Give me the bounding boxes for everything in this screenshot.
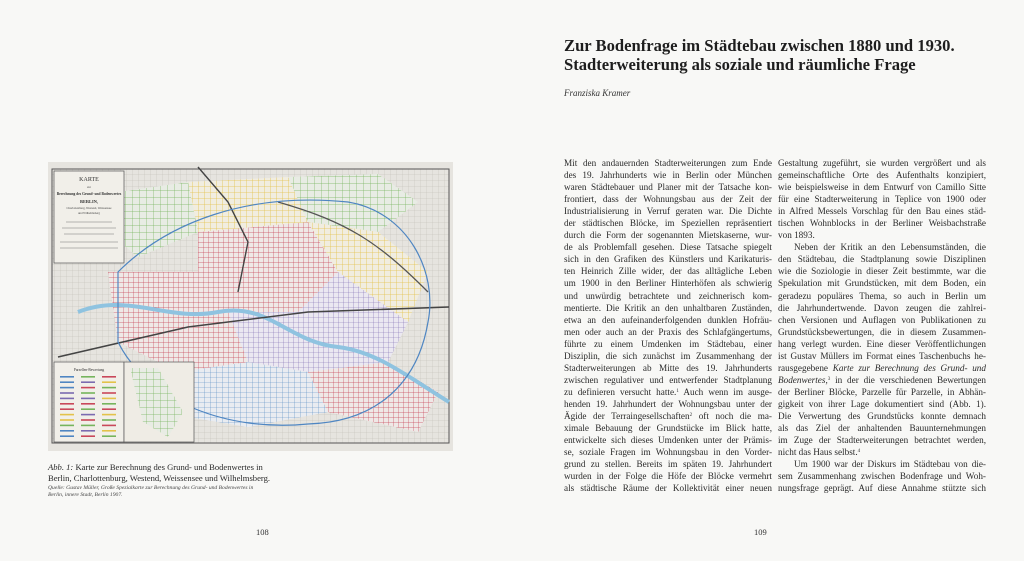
berlin-map-image <box>48 162 453 451</box>
text-line: etwa an den aufeinanderfolgenden dunklen Hofräu- <box>564 314 772 325</box>
text-line: se, soziale Fragen im Wohnungsbau in den Vorder- <box>564 447 772 458</box>
legend-swatch <box>102 430 116 432</box>
legend-swatch <box>102 435 116 437</box>
text-line: Stadterweiterungen ab Mitte des 19. Jahrhunderts <box>564 362 772 373</box>
text-line: grund zu stellen. Bereits im späten 19. Jahrhundert <box>564 459 772 470</box>
legend-swatch <box>60 435 74 437</box>
legend-swatch <box>102 408 116 410</box>
book-title: Karte zur Berechnung des Grund- und <box>832 362 986 373</box>
text-line: des 19. Jahrhunderts wie in Berlin oder München <box>564 170 772 181</box>
text-line: Gestaltung zugeführt, sie wurden vergrößert und als <box>778 158 986 168</box>
text-line: ximale Bebauung der Grundstücke im Blick hatte, <box>564 423 772 434</box>
text-line: von 1893. <box>778 230 815 241</box>
text-line: zwischen regulativer und entwerfender Stadtplanung <box>564 374 772 385</box>
legend-swatch <box>81 376 95 378</box>
legend-swatch <box>60 376 74 378</box>
text-line: nungsfrage geprägt. Auf diese Annahme stützte sich <box>778 483 986 494</box>
text-line: zu definieren versucht hatte.$^1$ Auch wenn im ausge- <box>564 386 772 397</box>
legend-swatch <box>102 392 116 394</box>
text-line: wurden in der Folge die Höfe der Blöcke vermehrt <box>564 471 772 482</box>
text-line: Industrialisierung in Verruf geraten war. Die Dichte <box>564 206 772 217</box>
text-line: gemeinschaftliche Orte des Aufenthalts konzipiert, <box>778 170 986 181</box>
legend-swatch <box>81 398 95 400</box>
text-line: Um 1900 war der Diskurs im Städtebau von die- <box>794 459 986 470</box>
text-column-1 <box>564 157 772 494</box>
author-name: Franziska Kramer <box>564 88 631 98</box>
legend-swatch <box>60 414 74 416</box>
legend-swatch <box>102 419 116 421</box>
legend-swatch <box>81 419 95 421</box>
text-line: sich in den Grafiken des Künstlers und Karikaturis- <box>564 254 772 265</box>
map-legend-title: Parzellen-Bewertung <box>73 368 105 372</box>
legend-swatch <box>60 403 74 405</box>
legend-swatch <box>102 425 116 427</box>
text-line: mentierte. Die Kritik an den unhaltbaren Zuständen, <box>564 302 772 313</box>
text-line: de als Problemfall gesehen. Diese Tatsache spiegelt <box>564 242 772 253</box>
map-title-text: BERLIN, <box>80 199 98 204</box>
text-line: frontiert, dass der Wohnungsbau aus der Zeit der <box>564 194 772 205</box>
footnote-ref[interactable]: 2 <box>689 412 693 418</box>
text-line: chen Versionen und Auflagen von Publikationen zu <box>778 314 986 325</box>
text-line: im Zuge der Stadterweiterungen betrachtet werden, <box>778 435 986 446</box>
footnote-ref[interactable]: 4 <box>857 449 861 455</box>
legend-swatch <box>81 425 95 427</box>
legend-swatch <box>81 408 95 410</box>
page-number-left: 108 <box>256 527 269 537</box>
legend-swatch <box>81 403 95 405</box>
legend-swatch <box>81 435 95 437</box>
text-line: wie beispielsweise in dem Entwurf von Camillo Sitte <box>778 182 986 193</box>
map-illustration <box>48 162 453 451</box>
text-line: und unwürdig betrachtete und zeichnerisch kom- <box>564 290 772 301</box>
footnote-ref[interactable]: 1 <box>676 388 679 394</box>
map-title-text: Berechnung des Grund- und Bodenwertes <box>56 192 122 196</box>
legend-swatch <box>60 387 74 389</box>
legend-swatch <box>60 408 74 410</box>
text-line: gigkeit von ihrer Lage dokumentiert sind (Abb. 1). <box>778 398 986 409</box>
text-line: als städtische Räume der Kollektivität einer neuen <box>564 483 772 494</box>
text-line: entwickelte sich dieses Umdenken unter der Prämis- <box>564 435 772 446</box>
footnote-ref[interactable]: 3 <box>827 376 831 382</box>
map-title-text: und Wilhelmsberg <box>77 211 101 215</box>
map-title-text: KARTE <box>79 177 99 183</box>
legend-swatch <box>81 387 95 389</box>
legend-swatch <box>102 403 116 405</box>
text-line: als das Ziel der anhaltenden Bauunternehmungen <box>778 423 986 434</box>
text-line: sem Zusammenhang zwischen Bodenfrage und Woh- <box>778 471 986 482</box>
page-number-right: 109 <box>754 527 767 537</box>
text-line: rausgegebene Karte zur Berechnung des Grund- und <box>778 362 986 373</box>
caption-label: Abb. 1: <box>48 462 74 472</box>
text-line: der Berliner Blöcke, Parzelle für Parzelle, in Abhän- <box>778 386 986 397</box>
text-line: tischen Wohnblocks in der Berliner Weisbachstraße <box>778 218 986 229</box>
legend-swatch <box>60 392 74 394</box>
caption-source: Quelle: Gustav Müller, Große Spezialkarte zur Berechnung des Grund- und Bodenwertes in Berlin, innere Stadt, Berlin 1907. <box>48 485 254 499</box>
text-line: waren Städtebauer und Planer mit der Tatsache kon- <box>564 182 772 193</box>
text-line: henden 19. Jahrhundert der Wohnungsbau unter der <box>564 398 772 409</box>
text-line: um 1900 in den Berliner Hinterhöfen als schwierig <box>564 278 772 289</box>
text-line: hang verlegt wurden. Eine dieser Veröffentlichungen <box>778 338 986 349</box>
legend-swatch <box>102 414 116 416</box>
map-title-text: Charlottenburg, Westend, Weissensee <box>66 206 112 210</box>
text-line: men oder auch an der Praxis des Schlafgängertums, <box>564 326 772 337</box>
text-column-2 <box>778 157 986 494</box>
text-line: die Jahrhundertwende. Davon zeugen die zahlrei- <box>778 302 986 313</box>
legend-swatch <box>60 419 74 421</box>
text-line: in Alfred Messels Vorschlag für den Bau eines städ- <box>778 206 986 217</box>
map-title-text: zur <box>87 185 91 189</box>
legend-swatch <box>81 381 95 383</box>
text-line: ist Gustav Müllers im Format eines Taschenbuchs he- <box>778 350 986 361</box>
text-line: wie die Soziologie in dieser Zeit bestimmte, war die <box>778 266 986 277</box>
article-title: Zur Bodenfrage im Städtebau zwischen 1880 und 1930. Stadterweiterung als soziale und räumliche Frage <box>564 36 955 74</box>
legend-swatch <box>81 392 95 394</box>
book-title: Bodenwertes, <box>778 374 828 385</box>
caption-text: Abb. 1: Karte zur Berechnung des Grund- und Bodenwertes in Berlin, Charlottenburg, Westend, Weissensee und Wilhelmsberg. <box>48 462 271 483</box>
legend-swatch <box>60 381 74 383</box>
text-line: führte zu einem Umdenken im Städtebau, einer <box>564 338 772 349</box>
text-line: Ägide der Terraingesellschaften$^2$ oft noch die ma- <box>564 410 772 421</box>
legend-swatch <box>102 381 116 383</box>
text-line: nicht das Haus selbst.$^4$ <box>778 447 861 458</box>
legend-swatch <box>81 414 95 416</box>
text-line: Neben der Kritik an den Lebensumständen, die <box>794 242 986 253</box>
legend-swatch <box>102 387 116 389</box>
text-line: für eine Stadterweiterung in Teplice von 1900 oder <box>778 194 986 205</box>
legend-swatch <box>102 376 116 378</box>
legend-swatch <box>102 398 116 400</box>
text-line: Spekulation mit Grundstücken, mit dem Boden, ein <box>778 278 986 289</box>
legend-swatch <box>81 430 95 432</box>
text-line: der städtischen Blöcke, im Speziellen repräsentiert <box>564 218 772 229</box>
text-line: Bodenwertes,$^3$ in der die verschiedenen Bewertungen <box>778 374 986 385</box>
legend-swatch <box>60 398 74 400</box>
text-line: Die Verwertung des Grundstücks konnte demnach <box>778 410 986 421</box>
text-line: den Städtebau, die Stadtplanung sowie Disziplinen <box>778 254 986 265</box>
text-line: ten Heinrich Zille wider, der das alltägliche Leben <box>564 266 772 277</box>
text-line: Mit den andauernden Stadterweiterungen zum Ende <box>564 158 772 168</box>
figure-caption <box>48 462 428 499</box>
legend-swatch <box>60 430 74 432</box>
text-line: geradezu populäres Thema, so auch in Berlin um <box>778 290 986 301</box>
legend-swatch <box>60 425 74 427</box>
text-line: Disziplin, die sich zunächst im Zusammenhang der <box>564 350 772 361</box>
text-line: durch die Form der sogenannten Mietskaserne, wur- <box>564 230 772 241</box>
text-line: Grundstücksbewertungen, die in diesem Zusammen- <box>778 326 986 337</box>
